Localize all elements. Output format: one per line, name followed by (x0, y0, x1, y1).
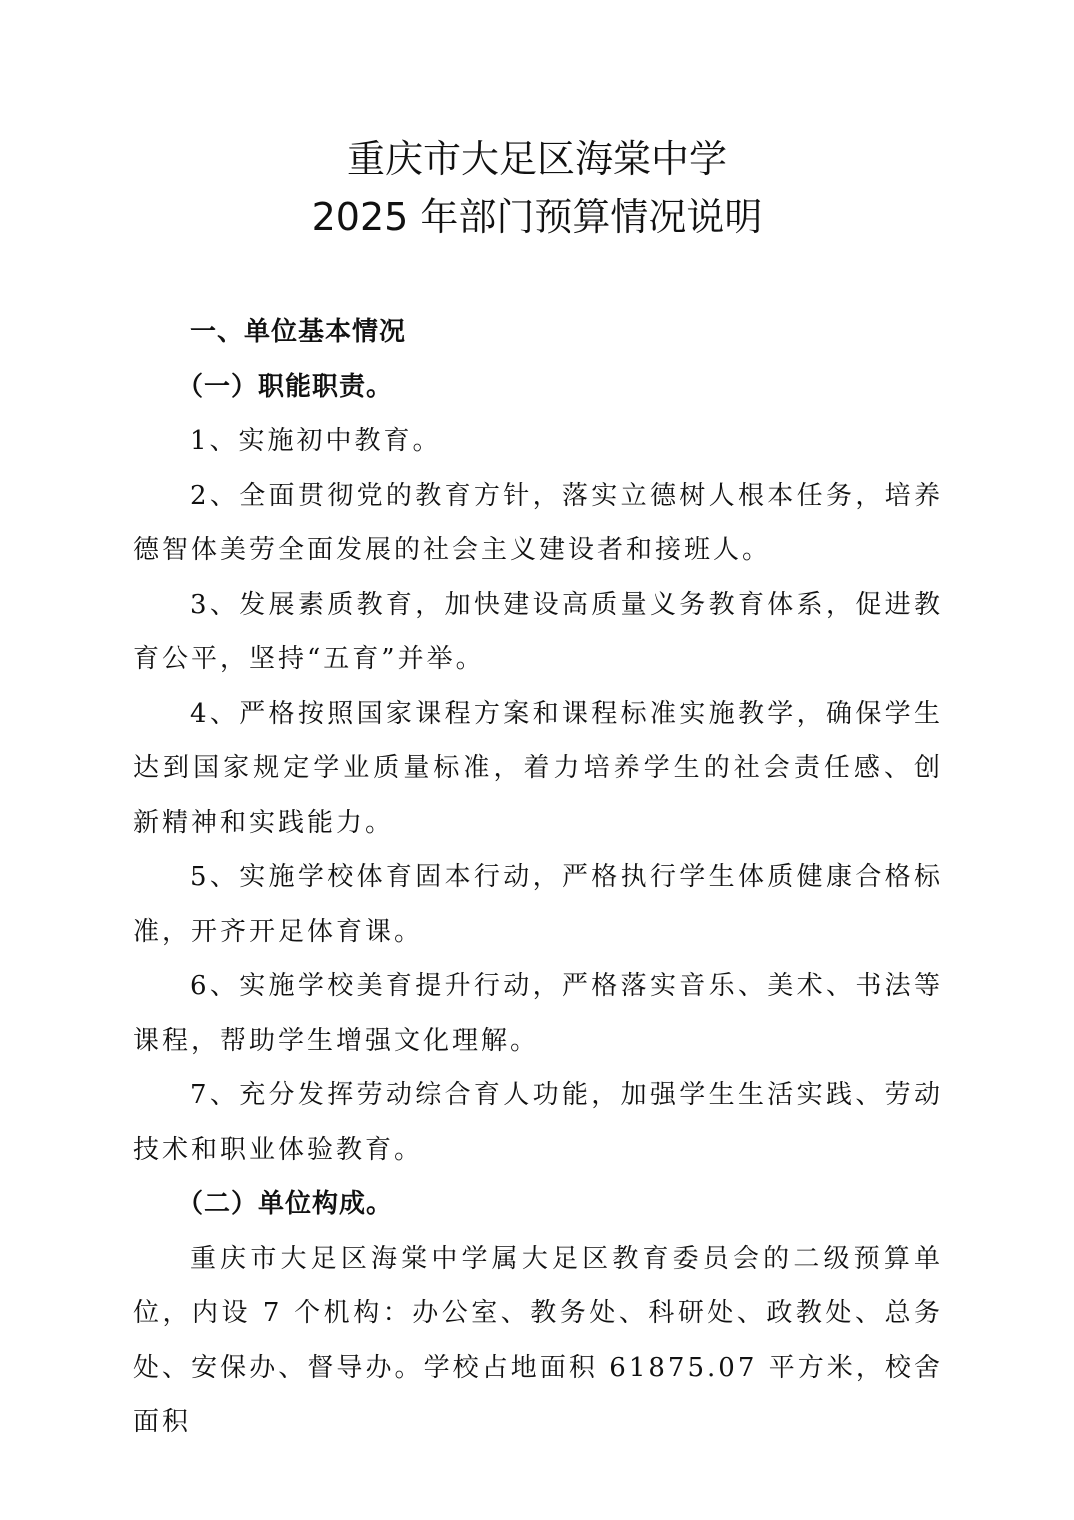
section-heading-unit-basic-info: 一、单位基本情况 (190, 317, 407, 347)
sub-heading-composition: （二）单位构成。 (177, 1189, 394, 1219)
title-line-2: 2025 年部门预算情况说明 (311, 195, 763, 239)
document-body (133, 305, 943, 1450)
function-item-3: 3、发展素质教育，加快建设高质量义务教育体系，促进教育公平，坚持“五育”并举。 (133, 589, 943, 674)
function-item-6: 6、实施学校美育提升行动，严格落实音乐、美术、书法等课程，帮助学生增强文化理解。 (133, 971, 943, 1056)
function-item-4: 4、严格按照国家课程方案和课程标准实施教学，确保学生达到国家规定学业质量标准，着力培养学生的社会责任感、创新精神和实践能力。 (133, 698, 943, 838)
function-item-1: 1、实施初中教育。 (190, 426, 442, 456)
sub-heading-functions: （一）职能职责。 (177, 371, 394, 402)
function-item-2: 2、全面贯彻党的教育方针，落实立德树人根本任务，培养德智体美劳全面发展的社会主义建设者和接班人。 (133, 480, 943, 565)
composition-paragraph: 重庆市大足区海棠中学属大足区教育委员会的二级预算单位，内设 7 个机构：办公室、教务处、科研处、政教处、总务处、安保办、督导办。学校占地面积 61875.07 平方米，校舍面积 (133, 1243, 943, 1437)
title-line-1: 重庆市大足区海棠中学 (346, 137, 727, 181)
function-item-5: 5、实施学校体育固本行动，严格执行学生体质健康合格标准，开齐开足体育课。 (133, 862, 943, 947)
function-item-7: 7、充分发挥劳动综合育人功能，加强学生生活实践、劳动技术和职业体验教育。 (133, 1080, 943, 1165)
document-title (0, 130, 1074, 246)
